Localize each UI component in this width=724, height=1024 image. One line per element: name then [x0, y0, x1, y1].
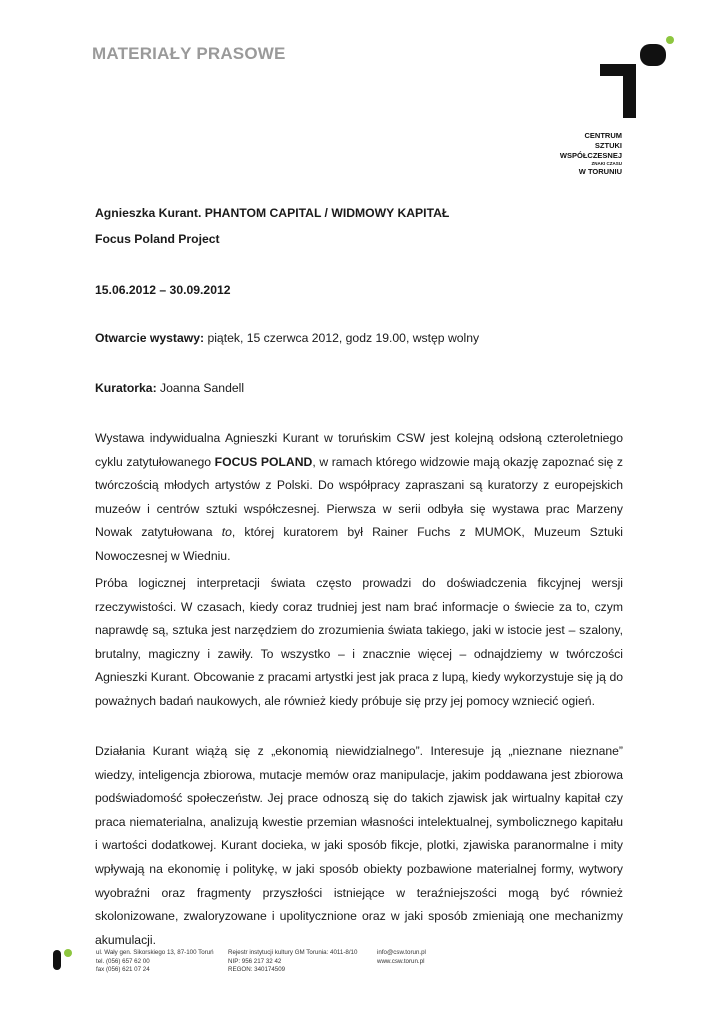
footer-address-line-2: tel. (056) 657 62 00 — [96, 957, 150, 965]
opening-value: piątek, 15 czerwca 2012, godz 19.00, wstęp wolny — [204, 331, 480, 345]
institution-line-5: W TORUNIU — [578, 167, 622, 176]
footer-registry-line-2: NIP: 956 217 32 42 — [228, 957, 282, 965]
footer-address-line-1: ul. Wały gen. Sikorskiego 13, 87-100 Toruń — [96, 949, 214, 956]
footer-logo-bar — [53, 950, 61, 970]
footer-logo-green-dot — [64, 949, 72, 957]
footer-registry-line-3: REGON: 340174509 — [228, 966, 286, 973]
opening-label: Otwarcie wystawy: — [95, 331, 205, 345]
footer-website[interactable]: www.csw.torun.pl — [377, 957, 425, 965]
opening-info — [95, 331, 623, 345]
paragraph-intro-part-a: Wystawa indywidualna Agnieszki Kurant w toruńskim CSW jest kolejną odsłoną czteroletniego cyklu zatytułowanego — [95, 431, 623, 469]
curator-value: Joanna Sandell — [156, 381, 245, 395]
paragraph-intro — [95, 427, 623, 569]
footer-address — [96, 949, 214, 975]
footer-registry — [228, 949, 357, 975]
press-materials-header: MATERIAŁY PRASOWE — [92, 44, 286, 63]
curator-label: Kuratorka: — [95, 381, 157, 395]
footer-registry-line-1: Rejestr instytucji kultury GM Torunia: 4011-8/10 — [228, 949, 358, 956]
paragraph-intro-part-b: , w ramach którego widzowie mają okazję zapoznać się z twórczością młodych artystów z Polski. Do współpracy zapraszani są kuratorzy z europejskich muzeów i centrów sztuki współczesnej. Pierwsza w serii odbyła się wystawa prac Marzeny Nowak zatytułowana — [95, 454, 624, 540]
institution-line-3: WSPÓŁCZESNEJ — [559, 151, 622, 160]
focus-poland-bold: FOCUS POLAND — [214, 454, 313, 469]
logo-green-dot — [666, 36, 674, 44]
csw-logo-icon — [596, 34, 676, 124]
institution-name — [560, 131, 622, 177]
curator-info — [95, 381, 623, 395]
footer-logo-icon — [52, 948, 76, 970]
project-name: Focus Poland Project — [95, 232, 220, 246]
institution-line-4: ZNAKI CZASU — [591, 161, 622, 166]
paragraph-interpretation: Próba logicznej interpretacji świata często prowadzi do doświadczenia fikcyjnej wersji rzeczywistości. W czasach, kiedy coraz trudniej jest nam brać informacje o świecie za to, czym naprawdę są, sztuka jest narzędziem do zrozumienia świata takiego, jaki w istocie jest – szalony, brutalny, magiczny i zawiły. To wszystko – i znacznie więcej – odnajdziemy w twórczości Agnieszki Kurant. Obcowanie z pracami artystki jest jak praca z lupą, kiedy wykorzystuje się ją do poważnych badań naukowych, ale również kiedy próbuje się przy jej pomocy wzniecić ogień. — [95, 576, 623, 708]
institution-line-1: CENTRUM — [584, 131, 622, 140]
footer-email[interactable]: info@csw.torun.pl — [377, 949, 426, 956]
work-title-italic: to — [221, 525, 232, 540]
institution-line-2: SZTUKI — [594, 141, 622, 150]
logo-square-dot — [640, 44, 666, 66]
footer-address-line-3: fax (056) 621 07 24 — [96, 966, 150, 973]
exhibition-title: Agnieszka Kurant. PHANTOM CAPITAL / WIDMOWY KAPITAŁ — [95, 206, 450, 220]
paragraph-intro-part-c: , której kuratorem był Rainer Fuchs z MUMOK, Muzeum Sztuki Nowoczesnej w Wiedniu. — [95, 525, 623, 563]
logo-t-stem — [623, 64, 636, 118]
footer-contact — [377, 949, 426, 966]
paragraph-kurant-activities: Działania Kurant wiążą się z „ekonomią niewidzialnego”. Interesuje ją „nieznane nieznane” wiedzy, inteligencja zbiorowa, mutacje memów oraz manipulacje, jakim poddawana jest zbiorowa podświadomość społeczeństw. Jej prace odnoszą się do takich zjawisk jak wirtualny kapitał czy praca niematerialna, analizują kwestie przemian własności intelektualnej, symbolicznego kapitału i wartości dodatkowej. Kurant docieka, w jaki sposób fikcje, plotki, zjawiska paranormalne i mity wpływają na ekonomię i politykę, w jaki sposób obiekty pozbawione materialnej formy, wytwory wyobraźni oraz fragmenty przyszłości istniejące w teraźniejszości mogą być również skolonizowane, zwaloryzowane i upolitycznione oraz w jaki sposób zmieniają one mechanizmy akumulacji. — [95, 744, 623, 947]
exhibition-dates: 15.06.2012 – 30.09.2012 — [95, 283, 231, 297]
